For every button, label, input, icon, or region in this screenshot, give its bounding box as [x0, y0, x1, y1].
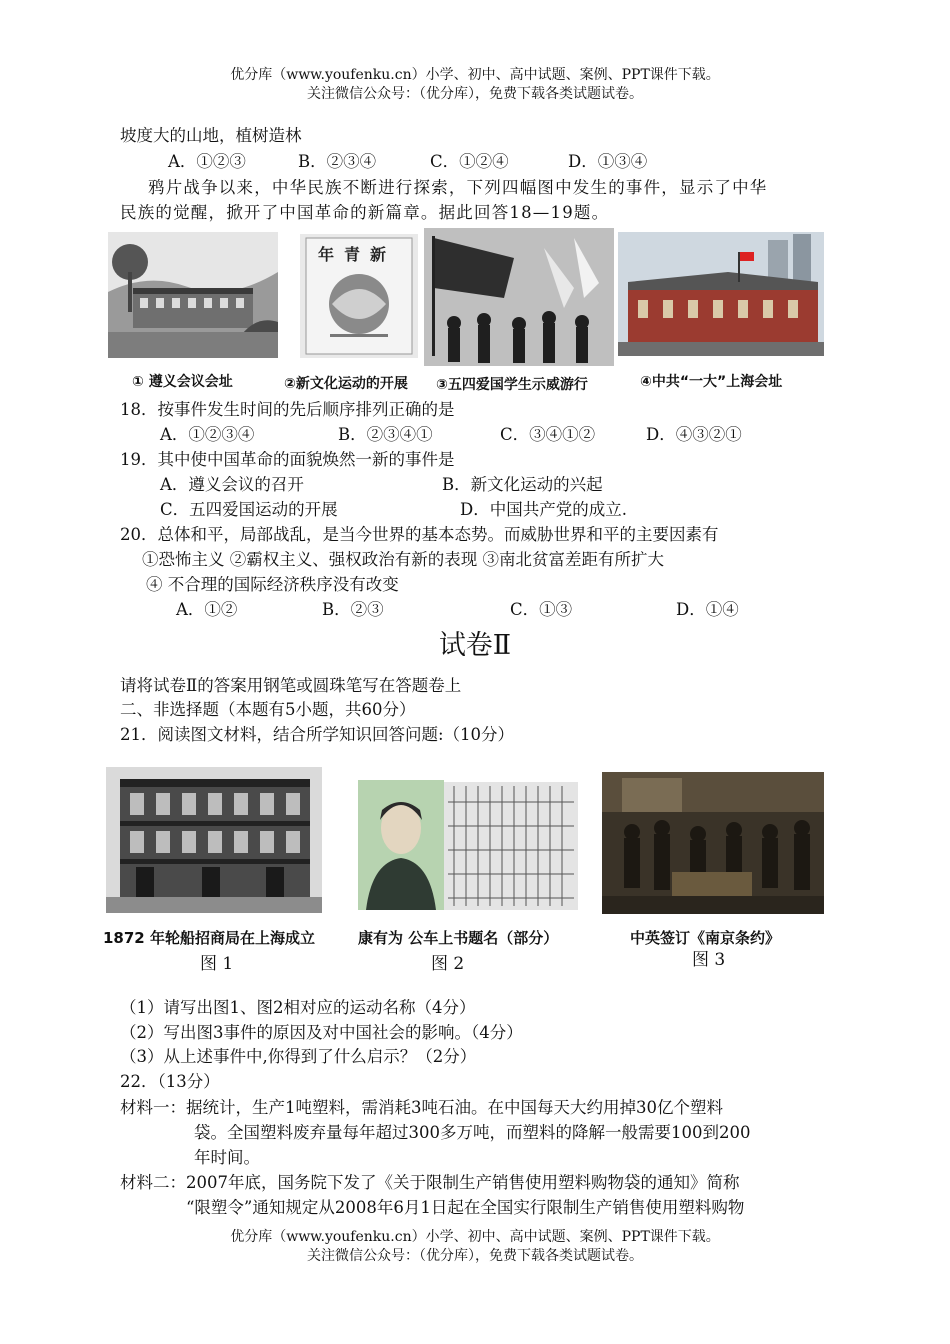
q22-material-2-line-2: “限塑令”通知规定从2008年6月1日起在全国实行限制生产销售使用塑料购物 [186, 1198, 745, 1217]
q17-option-b: B．②③④ [298, 152, 377, 171]
fig-label-2: 图 2 [431, 954, 465, 974]
caption-fig-3: 中英签订《南京条约》 [630, 929, 781, 947]
q19-option-d: D．中国共产党的成立. [460, 500, 627, 519]
footer-line-1: 优分库（www.youfenku.cn）小学、初中、高中试题、案例、PPT课件下载。 [230, 1229, 720, 1245]
section-2-instruction: 请将试卷Ⅱ的答案用钢笔或圆珠笔写在答题卷上 [120, 676, 462, 695]
q19-stem: 19．其中使中国革命的面貌焕然一新的事件是 [120, 450, 455, 469]
photo-kang-youwei [358, 780, 444, 910]
photo-china-merchants [106, 767, 322, 913]
q19-option-b: B．新文化运动的兴起 [442, 475, 603, 494]
q17-options [168, 150, 868, 174]
q20-items-line-1: ①恐怖主义 ②霸权主义、强权政治有新的表现 ③南北贫富差距有所扩大 [142, 550, 664, 569]
q17-tail: 坡度大的山地，植树造林 [120, 126, 302, 145]
header-line-1: 优分库（www.youfenku.cn）小学、初中、高中试题、案例、PPT课件下载。 [230, 67, 720, 83]
magazine-title-text: 年青新 [318, 245, 397, 264]
caption-may-fourth: ③五四爱国学生示威游行 [436, 377, 588, 393]
caption-zunyi: ① 遵义会议会址 [132, 374, 233, 390]
q17-option-c: C．①②④ [430, 152, 509, 171]
photo-zunyi [108, 232, 278, 358]
q19-options-row2 [160, 498, 860, 522]
photo-new-youth [300, 234, 418, 358]
q21-sub-3: （3）从上述事件中,你得到了什么启示？（2分） [120, 1047, 477, 1066]
q17-option-d: D．①③④ [568, 152, 648, 171]
caption-fig-1: 1872 年轮船招商局在上海成立 [103, 929, 315, 947]
fig-label-3: 图 3 [692, 950, 726, 970]
q22-material-1-line-1: 材料一：据统计，生产1吨塑料，需消耗3吨石油。在中国每天大约用掉30亿个塑料 [120, 1098, 723, 1117]
q21-stem: 21．阅读图文材料，结合所学知识回答问题:（10分） [120, 725, 515, 744]
q20-items-line-2: ④ 不合理的国际经济秩序没有改变 [146, 575, 399, 594]
section-2-title: 试卷Ⅱ [438, 630, 512, 661]
caption-fig-2: 康有为 公车上书题名（部分） [358, 929, 559, 947]
q21-sub-1: （1）请写出图1、图2相对应的运动名称（4分） [120, 998, 476, 1017]
photo-petition-list [444, 782, 578, 910]
q18-options [160, 423, 860, 447]
section-2-heading: 二、非选择题（本题有5小题，共60分） [120, 700, 416, 719]
q19-option-a: A．遵义会议的召开 [160, 475, 304, 494]
intro-line-1: 鸦片战争以来，中华民族不断进行探索，下列四幅图中发生的事件，显示了中华 [148, 178, 768, 197]
q20-option-c: C．①③ [510, 600, 573, 619]
q20-option-a: A．①② [176, 600, 238, 619]
header-line-2: 关注微信公众号：（优分库），免费下载各类试题试卷。 [307, 86, 643, 102]
q18-stem: 18．按事件发生时间的先后顺序排列正确的是 [120, 400, 455, 419]
q19-option-c: C．五四爱国运动的开展 [160, 500, 338, 519]
q22-stem: 22．（13分） [120, 1072, 220, 1091]
q18-option-d: D．④③②① [646, 425, 742, 444]
q17-option-a: A．①②③ [168, 152, 246, 171]
q22-material-2-line-1: 材料二：2007年底，国务院下发了《关于限制生产销售使用塑料购物袋的通知》简称 [120, 1173, 740, 1192]
intro-line-2: 民族的觉醒，掀开了中国革命的新篇章。据此回答18—19题。 [120, 203, 610, 222]
caption-first-congress: ④中共“一大”上海会址 [640, 374, 783, 390]
photo-may-fourth [424, 228, 614, 366]
q20-option-d: D．①④ [676, 600, 739, 619]
page-header [0, 66, 950, 104]
footer-line-2: 关注微信公众号：（优分库），免费下载各类试题试卷。 [307, 1248, 643, 1264]
q21-sub-2: （2）写出图3事件的原因及对中国社会的影响。（4分） [120, 1023, 523, 1042]
photo-first-congress [618, 232, 824, 356]
photo-treaty-nanking [602, 772, 824, 914]
q19-options-row1 [160, 473, 860, 497]
caption-new-culture: ②新文化运动的开展 [284, 376, 408, 392]
page-footer [0, 1228, 950, 1266]
q20-stem: 20．总体和平，局部战乱，是当今世界的基本态势。而威胁世界和平的主要因素有 [120, 525, 719, 544]
q20-option-b: B．②③ [322, 600, 384, 619]
fig-label-1: 图 1 [200, 954, 234, 974]
q18-option-b: B．②③④① [338, 425, 433, 444]
q20-options [176, 598, 876, 622]
q22-material-1-line-3: 年时间。 [194, 1148, 260, 1167]
q18-option-c: C．③④①② [500, 425, 596, 444]
q18-option-a: A．①②③④ [160, 425, 255, 444]
q22-material-1-line-2: 袋。全国塑料废弃量每年超过300多万吨，而塑料的降解一般需要100到200 [194, 1123, 751, 1142]
